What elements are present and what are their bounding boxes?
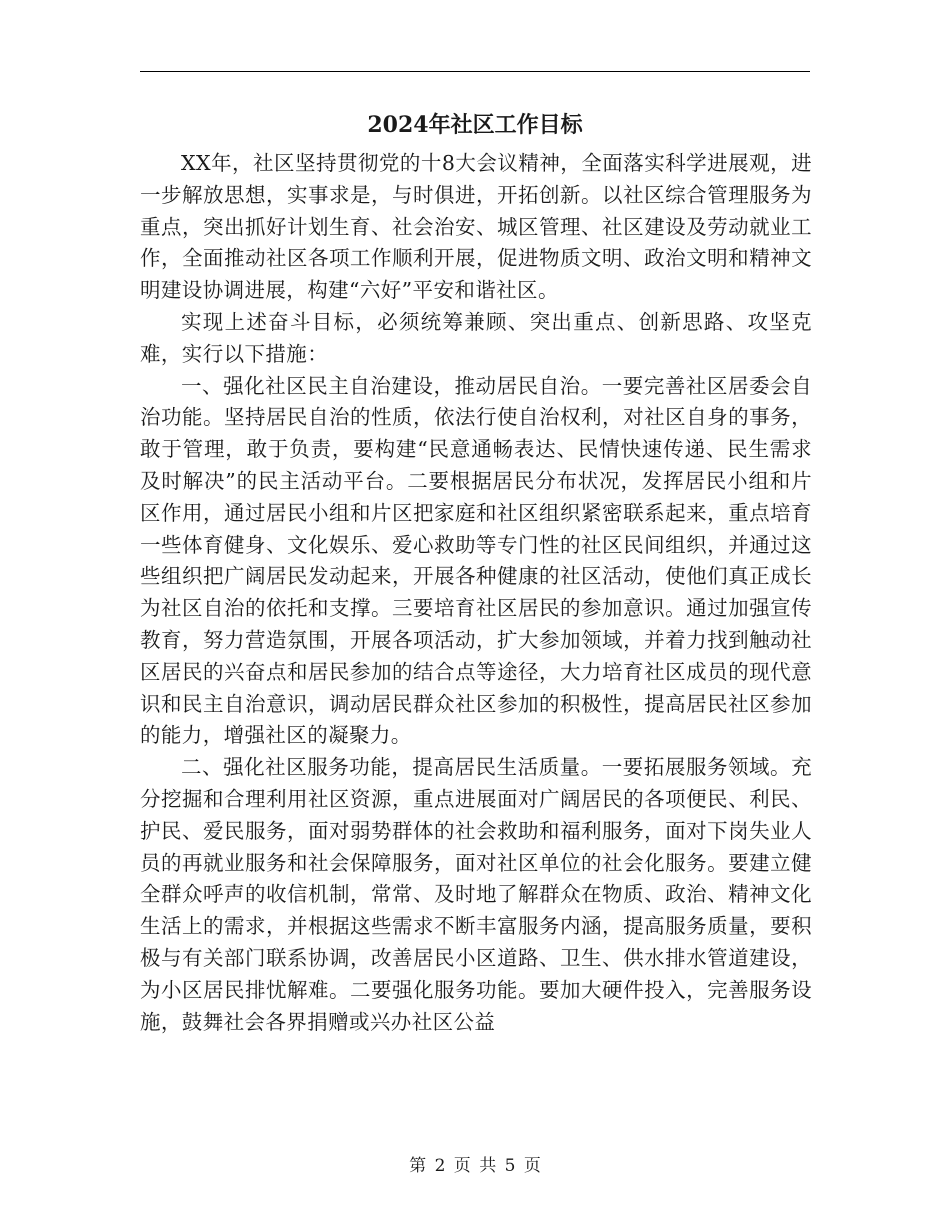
paragraph-measures-intro: 实现上述奋斗目标，必须统筹兼顾、突出重点、创新思路、攻坚克难，实行以下措施： [140, 309, 812, 366]
paragraph-section-two: 二、强化社区服务功能，提高居民生活质量。一要拓展服务领域。充分挖掘和合理利用社区资源，重点进展面对广阔居民的各项便民、利民、护民、爱民服务，面对弱势群体的社会救助和福利服务，面对下岗失业人员的再就业服务和社会保障服务，面对社区单位的社会化服务。要建立健全群众呼声的收信机制，常常、及时地了解群众在物质、政治、精神文化生活上的需求，并根据这些需求不断丰富服务内涵，提高服务质量，要积极与有关部门联系协调，改善居民小区道路、卫生、供水排水管道建设，为小区居民排忧解难。二要强化服务功能。要加大硬件投入，完善服务设施，鼓舞社会各界捐赠或兴办社区公益 [140, 755, 812, 1034]
header-rule [140, 71, 810, 72]
paragraph-intro: XX年，社区坚持贯彻党的十8大会议精神，全面落实科学进展观，进一步解放思想，实事求是，与时俱进，开拓创新。以社区综合管理服务为重点，突出抓好计划生育、社会治安、城区管理、社区建设及劳动就业工作，全面推动社区各项工作顺利开展，促进物质文明、政治文明和精神文明建设协调进展，构建“六好”平安和谐社区。 [140, 151, 812, 303]
document-title: 2024年社区工作目标 [367, 112, 583, 138]
paragraph-section-one: 一、强化社区民主自治建设，推动居民自治。一要完善社区居委会自治功能。坚持居民自治的性质，依法行使自治权利，对社区自身的事务，敢于管理，敢于负责，要构建“民意通畅表达、民情快速传递、民生需求及时解决”的民主活动平台。二要根据居民分布状况，发挥居民小组和片区作用，通过居民小组和片区把家庭和社区组织紧密联系起来，重点培育一些体育健身、文化娱乐、爱心救助等专门性的社区民间组织，并通过这些组织把广阔居民发动起来，开展各种健康的社区活动，使他们真正成长为社区自治的依托和支撑。三要培育社区居民的参加意识。通过加强宣传教育，努力营造氛围，开展各项活动，扩大参加领域，并着力找到触动社区居民的兴奋点和居民参加的结合点等途径，大力培育社区成员的现代意识和民主自治意识，调动居民群众社区参加的积极性，提高居民社区参加的能力，增强社区的凝聚力。 [140, 373, 812, 748]
page-number: 第 2 页 共 5 页 [409, 1156, 541, 1176]
document-body [140, 148, 812, 1038]
